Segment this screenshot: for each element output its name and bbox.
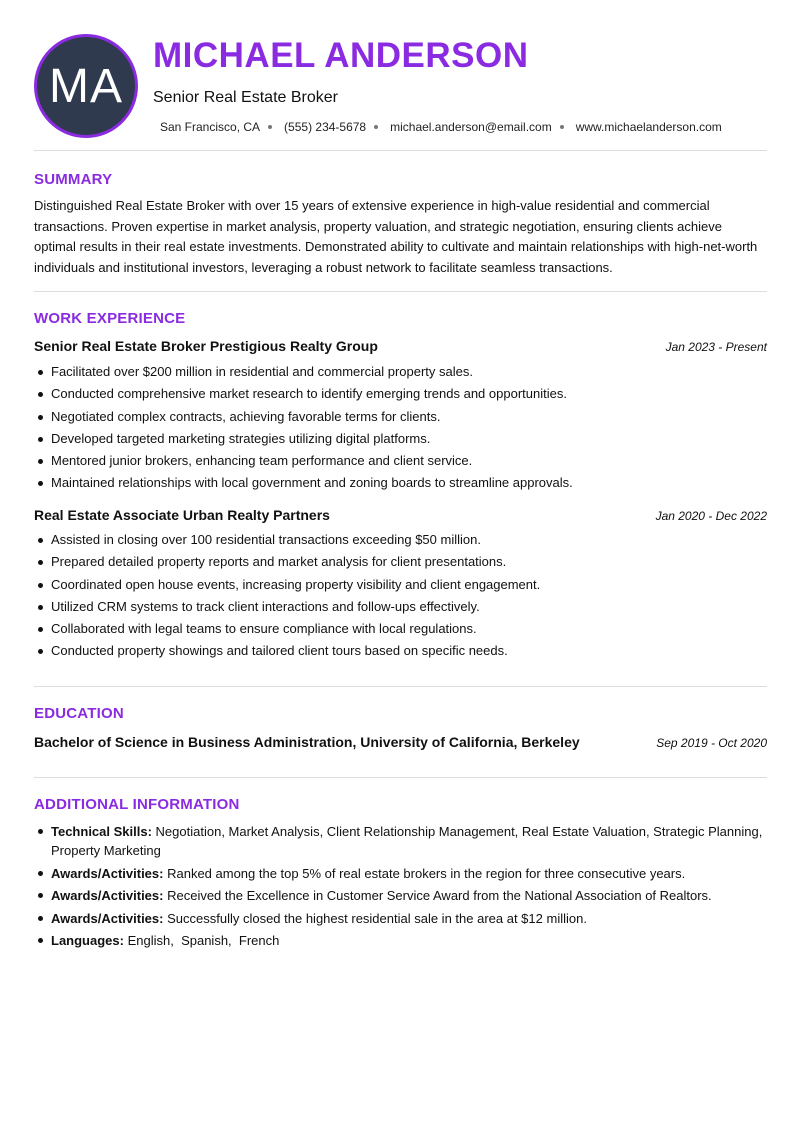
item-text: English, Spanish, French	[127, 933, 280, 948]
item-text: Received the Excellence in Customer Service Award from the National Association of Realtors.	[167, 888, 712, 903]
contact-phone: (555) 234-5678	[284, 120, 367, 134]
separator-dot	[268, 125, 272, 129]
degree-title: Bachelor of Science in Business Administration, University of California, Berkeley	[34, 734, 580, 750]
item-label: Languages:	[51, 933, 124, 948]
item-text: Negotiation, Market Analysis, Client Relationship Management, Real Estate Valuation, Strategic Planning, Property Marketing	[51, 824, 763, 858]
education-dates: Sep 2019 - Oct 2020	[656, 736, 767, 750]
item-label: Technical Skills:	[51, 824, 152, 839]
list-item	[34, 886, 767, 905]
list-item: Maintained relationships with local government and zoning boards to streamline approvals.	[34, 472, 767, 494]
list-item: Facilitated over $200 million in residential and commercial property sales.	[34, 361, 767, 383]
job-dates: Jan 2020 - Dec 2022	[655, 509, 767, 523]
list-item	[34, 822, 767, 860]
avatar-initials: MA	[49, 59, 123, 113]
separator-dot	[560, 125, 564, 129]
experience-heading: WORK EXPERIENCE	[34, 310, 186, 327]
summary-heading: SUMMARY	[34, 171, 113, 188]
list-item: Developed targeted marketing strategies utilizing digital platforms.	[34, 428, 767, 450]
list-item: Coordinated open house events, increasing property visibility and client engagement.	[34, 574, 767, 596]
divider	[34, 150, 767, 151]
job-bullets	[34, 361, 767, 495]
contact-email: michael.anderson@email.com	[390, 120, 552, 134]
job-header	[34, 507, 767, 525]
education-heading: EDUCATION	[34, 705, 124, 722]
job-header	[34, 338, 767, 356]
list-item: Assisted in closing over 100 residential transactions exceeding $50 million.	[34, 529, 767, 551]
additional-list	[34, 822, 767, 954]
summary-text: Distinguished Real Estate Broker with over 15 years of extensive experience in high-value residential and commercial transactions. Proven expertise in market analysis, property valuation, and strategic negotiation, ensuring clients achieve optimal results in their real estate investments. Demonstrated ability to cultivate and maintain relationships with high-net-worth individuals and institutional investors, leveraging a robust network to facilitate seamless transactions.	[34, 198, 758, 275]
list-item	[34, 909, 767, 928]
job-bullets	[34, 529, 767, 663]
item-label: Awards/Activities:	[51, 865, 164, 881]
divider	[34, 777, 767, 778]
item-text: Ranked among the top 5% of real estate brokers in the region for three consecutive years.	[167, 865, 686, 881]
candidate-role: Senior Real Estate Broker	[153, 89, 338, 106]
list-item	[34, 864, 767, 883]
job-title: Real Estate Associate Urban Realty Partners	[34, 507, 330, 523]
list-item: Conducted comprehensive market research to identify emerging trends and opportunities.	[34, 383, 767, 405]
divider	[34, 686, 767, 687]
contact-website: www.michaelanderson.com	[575, 120, 722, 134]
list-item: Utilized CRM systems to track client interactions and follow-ups effectively.	[34, 596, 767, 618]
candidate-name: MICHAEL ANDERSON	[153, 36, 529, 75]
item-label: Awards/Activities:	[51, 910, 164, 926]
job-title: Senior Real Estate Broker Prestigious Realty Group	[34, 338, 378, 354]
list-item: Prepared detailed property reports and market analysis for client presentations.	[34, 551, 767, 573]
additional-heading: ADDITIONAL INFORMATION	[34, 796, 240, 813]
divider	[34, 291, 767, 292]
avatar	[34, 34, 138, 138]
separator-dot	[374, 125, 378, 129]
contact-bar	[160, 120, 722, 134]
job-dates: Jan 2023 - Present	[665, 340, 767, 354]
list-item: Mentored junior brokers, enhancing team performance and client service.	[34, 450, 767, 472]
item-text: Successfully closed the highest residential sale in the area at $12 million.	[167, 910, 587, 926]
list-item: Collaborated with legal teams to ensure compliance with local regulations.	[34, 618, 767, 640]
education-entry	[34, 734, 767, 752]
list-item: Conducted property showings and tailored client tours based on specific needs.	[34, 640, 767, 662]
list-item: Negotiated complex contracts, achieving favorable terms for clients.	[34, 406, 767, 428]
contact-location: San Francisco, CA	[160, 120, 261, 134]
list-item	[34, 931, 767, 950]
item-label: Awards/Activities:	[51, 888, 164, 903]
